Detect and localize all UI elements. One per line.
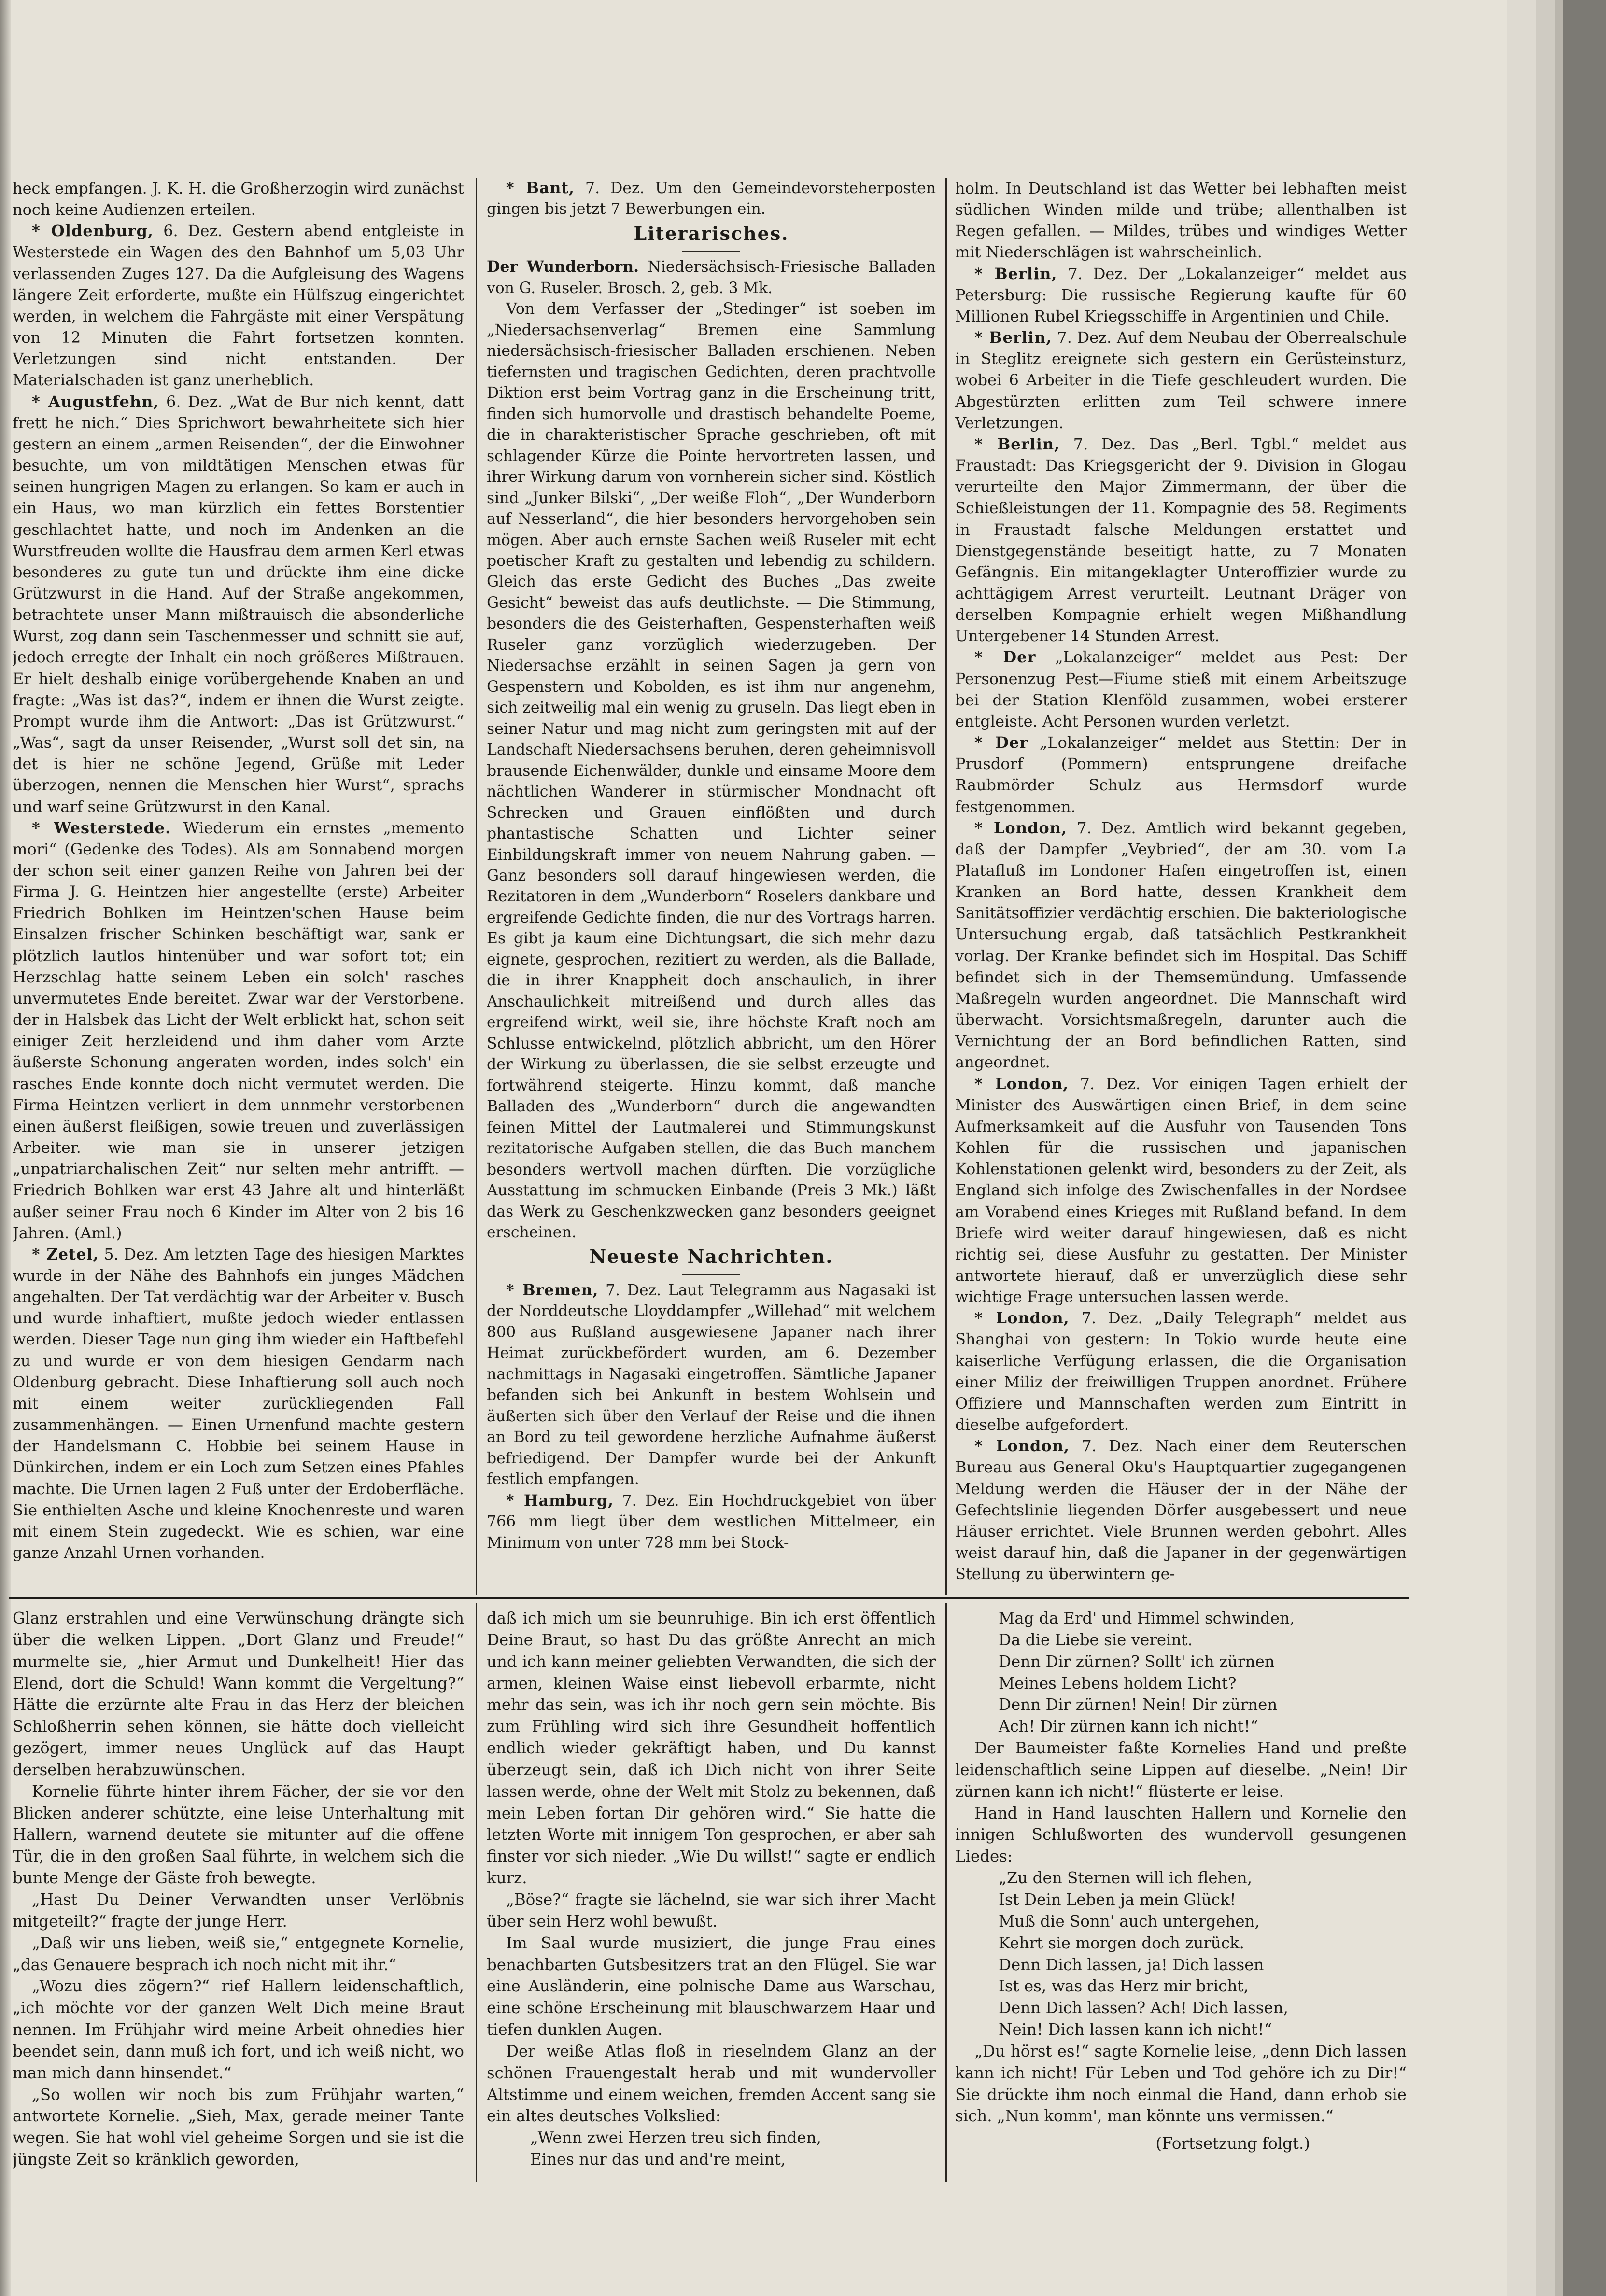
heading-rule bbox=[682, 251, 740, 252]
page-edge bbox=[1555, 0, 1563, 2296]
article-paragraph bbox=[487, 1608, 936, 1889]
paragraph-text: Im Saal wurde musiziert, die junge Frau eines benachbarten Gutsbesitzers trat an den Flügel. Sie war eine Ausländerin, eine polnische Dame aus Warschau, eine schöne Erscheinung mit blauschwarzem Haar und tiefen dunklen Augen. bbox=[487, 1933, 936, 2039]
verse-line: Da die Liebe sie vereint. bbox=[999, 1630, 1193, 1649]
paragraph-text: Niedersächsisch-Friesische Balladen von G. Ruseler. Brosch. 2, geb. 3 Mk. bbox=[487, 258, 936, 297]
paragraph-text: Von dem Verfasser der „Stedinger“ ist soeben im „Niedersachsenverlag“ Bremen eine Sammlung niedersächsisch-friesischer Balladen erschienen. Neben tiefernsten und tragischen Gedichten, deren prachtvolle Diktion erst beim Vortrag ganz in die Erscheinung tritt, finden sich humorvolle und drastisch behandelte Poeme, die in charakteristischer Sprache geschrieben, oft mit schlagender Kürze die Pointe hervortreten lassen, und ihrer Wirkung darum von vornherein sicher sind. Köstlich sind „Junker Bilski“, „Der weiße Floh“, „Der Wunderborn auf Nesserland“, die hier besonders hervorgehoben sein mögen. Aber auch ernste Sachen weiß Ruseler mit echt poetischer Kraft zu gestalten und lebendig zu schildern. Gleich das erste Gedicht des Buches „Das zweite Gesicht“ beweist das aufs deutlichste. — Die Stimmung, besonders die des Geisterhaften, Gespensterhaften weiß Ruseler ganz vorzüglich wiederzugeben. Der Niedersachse erzählt in seinen Sagen ja gern von Gespenstern und Kobolden, es ist ihm nur angenehm, sich zeitweilig mal ein wenig zu gruseln. Das liegt eben in seiner Natur und mag nicht zum geringsten mit auf der Landschaft Niedersachsens beruhen, deren geheimnisvoll brausende Eichenwälder, dunkle und einsame Moore dem nächtlichen Wanderer in stürmischer Mondnacht oft Schrecken und Grauen einflößten und durch phantastische Schatten und Lichter seiner Einbildungskraft immer von neuem Nahrung gaben. — Ganz besonders soll darauf hingewiesen werden, die Rezitatoren in dem „Wunderborn“ Roselers dankbare und ergreifende Gedichte finden, die nur des Vortrags harren. Es gibt ja kaum eine Dichtungsart, die sich mehr dazu eignete, gesprochen, rezitiert zu werden, als die Ballade, die in ihrer Knappheit doch anschaulich, in ihrer Anschaulichkeit mitreißend und durch alles das ergreifend wirkt, weil sie, ihre höchste Kraft noch am Schlusse entwickelnd, plötzlich abbricht, um den Hörer der Wirkung zu überlassen, die sie selbst erzeugte und fortwährend steigerte. Hinzu kommt, daß manche Balladen des „Wunderborn“ durch die angewandten feinen Mittel der Lautmalerei und Stimmungskunst rezitatorische Aufgaben stellen, die das Buch manchem besonders wertvoll machen dürften. Die vorzügliche Ausstattung im schmucken Einbande (Preis 3 Mk.) läßt das Werk zu Geschenkzwecken ganz besonders geeignet erscheinen. bbox=[487, 300, 936, 1241]
section-heading: Literarisches. bbox=[634, 222, 789, 244]
verse-line: Ist es, was das Herz mir bricht, bbox=[999, 1977, 1249, 1996]
verse-line: Mag da Erd' und Himmel schwinden, bbox=[999, 1609, 1295, 1627]
page-edge bbox=[1536, 0, 1555, 2296]
paragraph-text: 7. Dez. Auf dem Neubau der Oberrealschule in Steglitz ereignete sich gestern ein Gerüsteinsturz, wobei 6 Arbeiter in die Tiefe geschleudert wurden. Die Abgestürzten erlitten zum Teil schwere innere Verletzungen. bbox=[955, 328, 1407, 432]
article-paragraph bbox=[13, 220, 464, 391]
article-paragraph bbox=[487, 1490, 936, 1554]
paragraph-text: „Böse?“ fragte sie lächelnd, sie war sich ihrer Macht über sein Herz wohl bewußt. bbox=[487, 1890, 936, 1931]
article-paragraph bbox=[13, 178, 464, 220]
dateline: * Berlin, bbox=[974, 434, 1060, 453]
paragraph-text: „Lokalanzeiger“ meldet aus Pest: Der Personenzug Pest—Fiume stieß mit einem Arbeitszuge bei der Station Klenföld zusammen, wobei ersterer entgleiste. Acht Personen wurden verletzt. bbox=[955, 648, 1407, 730]
paragraph-text: „Lokalanzeiger“ meldet aus Stettin: Der in Prusdorf (Pommern) entsprungene dreifache Raubmörder Schulz aus Hermsdorf wurde festgenommen. bbox=[955, 733, 1407, 816]
dateline: * Bremen, bbox=[506, 1281, 599, 1299]
verse-line: Denn Dir zürnen? Sollt' ich zürnen bbox=[999, 1652, 1275, 1671]
column-divider bbox=[945, 178, 947, 1595]
article-paragraph bbox=[13, 1932, 464, 1976]
paragraph-text: Kornelie führte hinter ihrem Fächer, der sie vor den Blicken anderer schützte, eine leise Unterhaltung mit Hallern, warnend deutete sie mitunter auf die offene Tür, die in den großen Saal führte, in welchem sich die bunte Menge der Gäste froh bewegte. bbox=[13, 1782, 464, 1888]
paragraph-text: „Daß wir uns lieben, weiß sie,“ entgegnete Kornelie, „das Genauere besprach ich noch nicht mit ihr.“ bbox=[13, 1933, 464, 1974]
paragraph-text: 7. Dez. Der „Lokalanzeiger“ meldet aus Petersburg: Die russische Regierung kaufte für 60 Millionen Rubel Kriegsschiffe in Argentinien und Chile. bbox=[955, 264, 1407, 325]
article-paragraph bbox=[955, 1803, 1407, 1868]
verse-line: Denn Dich lassen? Ach! Dich lassen, bbox=[999, 1999, 1288, 2017]
dateline: * Zetel, bbox=[32, 1245, 99, 1263]
paragraph-text: „Hast Du Deiner Verwandten unser Verlöbnis mitgeteilt?“ fragte der junge Herr. bbox=[13, 1890, 464, 1931]
paragraph-text: Glanz erstrahlen und eine Verwünschung drängte sich über die welken Lippen. „Dort Glanz und Freude!“ murmelte sie, „hier Armut und Dunkelheit! Hier das Elend, dort die Schuld! Wann kommt die Vergeltung?“ Hätte die erzürnte alte Frau in das Herz der bleichen Schloßherrin sehen können, sie hätte doch vielleicht gezögert, immer neues Unglück auf das Haupt derselben herabzuwünschen. bbox=[13, 1609, 464, 1779]
dateline: * Berlin, bbox=[974, 264, 1057, 283]
dateline: * London, bbox=[974, 1074, 1069, 1093]
article-paragraph bbox=[13, 1244, 464, 1563]
heading-rule bbox=[682, 1274, 740, 1275]
paragraph-text: Der weiße Atlas floß in rieselndem Glanz an der schönen Frauengestalt herab und mit wundervoller Altstimme und einem weichen, fremden Accent sang sie ein altes deutsches Volkslied: bbox=[487, 2042, 936, 2126]
article-paragraph bbox=[955, 1307, 1407, 1435]
continuation-note: (Fortsetzung folgt.) bbox=[1155, 2134, 1310, 2153]
verse-line: Denn Dir zürnen! Nein! Dir zürnen bbox=[999, 1695, 1278, 1714]
verse-line: Muß die Sonn' auch untergehen, bbox=[999, 1912, 1260, 1931]
news-column-3 bbox=[955, 178, 1407, 1587]
article-paragraph bbox=[13, 1608, 464, 1781]
serial-column-2 bbox=[487, 1608, 936, 2180]
paragraph-text: Wiederum ein ernstes „memento mori“ (Gedenke des Todes). Als am Sonnabend morgen der schon seit einer ganzen Reihe von Jahren bei der Firma J. G. Heintzen hier angestellte (erste) Arbeiter Friedrich Bohlken im Heintzen'schen Hause beim Einsalzen frischer Schinken beschäftigt war, sank er plötzlich lautlos hintenüber und war sofort tot; ein Herzschlag hatte seinem Leben ein solch' rasches unvermutetes Ende bereitet. Zwar war der Verstorbene. der in Halsbek das Licht der Welt erblickt hat, schon seit einiger Zeit herzleidend und ihm daher vom Arzte äußerste Schonung angeraten worden, indes solch' ein rasches Ende konnte doch nicht vermutet werden. Die Firma Heintzen verliert in dem unnmehr verstorbenen einen äußerst fleißigen, sowie treuen und zuverlässigen Arbeiter. wie man sie in unserer jetzigen „unpatriarchalischen Zeit“ nur selten mehr antrifft. — Friedrich Bohlken war erst 43 Jahre alt und hinterläßt außer seiner Frau noch 6 Kinder im Alter von 2 bis 16 Jahren. (Aml.) bbox=[13, 818, 464, 1242]
paragraph-text: daß ich mich um sie beunruhige. Bin ich erst öffentlich Deine Braut, so hast Du das größte Anrecht an mich und ich kann meiner geliebten Verwandten, die sich der armen, kleinen Waise einst liebevoll erbarmte, nicht mehr das sein, was ich ihr noch gern sein möchte. Bis zum Frühling wird sich ihre Gesundheit hoffentlich endlich wieder gekräftigt haben, und Du kannst überzeugt sein, daß ich Dich nicht von ihrer Seite lassen werde, ohne der Welt mit Stolz zu bekennen, daß mein Leben fortan Dir gehören wird.“ Sie hatte die letzten Worte mit innigem Ton gesprochen, er aber sah finster vor sich nieder. „Wie Du willst!“ sagte er endlich kurz. bbox=[487, 1609, 936, 1888]
article-paragraph bbox=[487, 256, 936, 299]
dateline: * London, bbox=[974, 1309, 1070, 1328]
paragraph-text: holm. In Deutschland ist das Wetter bei lebhaften meist südlichen Winden milde und trübe; allenthalben ist Regen gefallen. — Mildes, trübes und windiges Wetter mit Niederschlägen ist wahrscheinlich. bbox=[955, 179, 1407, 262]
verse-line: Ach! Dir zürnen kann ich nicht!“ bbox=[999, 1717, 1258, 1736]
article-paragraph bbox=[487, 2041, 936, 2127]
verse-line: Nein! Dich lassen kann ich nicht!“ bbox=[999, 2020, 1272, 2039]
verse-line: Meines Lebens holdem Licht? bbox=[999, 1674, 1237, 1693]
paragraph-text: Hand in Hand lauschten Hallern und Kornelie den innigen Schlußworten des wundervoll gesungenen Liedes: bbox=[955, 1804, 1407, 1866]
article-paragraph bbox=[487, 178, 936, 220]
verse-line: „Wenn zwei Herzen treu sich finden, bbox=[530, 2128, 822, 2147]
article-paragraph bbox=[487, 1932, 936, 2041]
dateline: * Oldenburg, bbox=[32, 222, 154, 240]
article-paragraph bbox=[13, 817, 464, 1244]
article-paragraph bbox=[955, 327, 1407, 434]
paragraph-text: 7. Dez. Nach einer dem Reuterschen Bureau aus General Oku's Hauptquartier zugegangenen Meldung werden die Häuser der in der Nähe der Gefechtslinie liegenden Dörfer ausgebessert und neue Häuser errichtet. Viele Brunnen werden gebohrt. Alles weist darauf hin, daß die Japaner in der gegenwärtigen Stellung zu überwintern ge- bbox=[955, 1437, 1407, 1583]
paragraph-text: 7. Dez. Vor einigen Tagen erhielt der Minister des Auswärtigen einen Brief, in dem seine Aufmerksamkeit auf die Ausfuhr von Tausenden Tons Kohlen für die russischen und japanischen Kohlenstationen gelenkt wird, besonders zu der Zeit, als England sich infolge des Zwischenfalles in der Nordsee am Vorabend eines Krieges mit Rußland befand. In dem Briefe wird weiter darauf hingewiesen, daß es nicht richtig sei, diese Ausfuhr zu gestatten. Der Minister antwortete hierauf, daß er unverzüglich diese sehr wichtige Frage untersuchen lassen werde. bbox=[955, 1074, 1407, 1306]
paragraph-text: 5. Dez. Am letzten Tage des hiesigen Marktes wurde in der Nähe des Bahnhofs ein junges Mädchen angehalten. Der Tat verdächtig war der Arbeiter v. Busch und wurde inhaftiert, mußte jedoch wieder entlassen werden. Dieser Tage nun ging ihm wieder ein Haftbefehl zu und wurde er von dem hiesigen Gendarm nach Oldenburg gebracht. Diese Inhaftierung soll auch noch mit einem weiter zurückliegenden Fall zusammenhängen. — Einen Urnenfund machte gestern der Handelsmann C. Hobbie bei seinem Hause in Dünkirchen, indem er ein Loch zum Setzen eines Pfahles machte. Die Urnen lagen 2 Fuß unter der Erdoberfläche. Sie enthielten Asche und kleine Knochenreste und waren mit einem Stein zugedeckt. Wie es schien, war eine ganze Anzahl Urnen vorhanden. bbox=[13, 1245, 464, 1562]
article-paragraph bbox=[955, 178, 1407, 263]
paragraph-text: 7. Dez. Ein Hochdruckgebiet von über 766 mm liegt über dem westlichen Mittelmeer, ein Minimum von unter 728 mm bei Stock- bbox=[487, 1492, 936, 1552]
feuilleton-separator-rule bbox=[9, 1597, 1409, 1599]
paragraph-text: 7. Dez. Amtlich wird bekannt gegeben, daß der Dampfer „Veybried“, der am 30. vom La Platafluß im Londoner Hafen eingetroffen ist, einen Kranken an Bord hatte, dessen Krankheit dem Sanitätsoffizier verdächtig erschien. Die bakteriologische Untersuchung ergab, daß tatsächlich Pestkrankheit vorlag. Der Kranke befindet sich im Hospital. Das Schiff befindet sich in der Themsemündung. Umfassende Maßregeln wurden angeordnet. Die Mannschaft wird überwacht. Vorsichtsmaßregeln, darunter auch die Vernichtung der an Bord befindlichen Ratten, sind angeordnet. bbox=[955, 818, 1407, 1072]
article-paragraph bbox=[487, 299, 936, 1243]
verse-line: Kehrt sie morgen doch zurück. bbox=[999, 1933, 1244, 1952]
news-column-2 bbox=[487, 178, 936, 1587]
dateline: * London, bbox=[974, 818, 1068, 837]
dateline: * London, bbox=[974, 1437, 1070, 1456]
article-paragraph bbox=[955, 434, 1407, 647]
article-paragraph bbox=[955, 1737, 1407, 1803]
paragraph-text: Der Baumeister faßte Kornelies Hand und preßte leidenschaftlich seine Lippen auf dieselbe. „Nein! Dir zürnen kann ich nicht!“ flüsterte er leise. bbox=[955, 1739, 1407, 1801]
verse-line: Eines nur das und and're meint, bbox=[530, 2150, 786, 2169]
paragraph-text: 7. Dez. Um den Gemeindevorsteherposten gingen bis jetzt 7 Bewerbungen ein. bbox=[487, 180, 936, 218]
article-paragraph bbox=[955, 263, 1407, 327]
dateline: * Der bbox=[974, 648, 1036, 667]
serial-column-3 bbox=[955, 1608, 1407, 2180]
paragraph-text: 7. Dez. Das „Berl. Tgbl.“ meldet aus Fraustadt: Das Kriegsgericht der 9. Division in Glogau verurteilte den Major Zimmermann, der über die Schießleistungen der 11. Kompagnie des 58. Regiments in Fraustadt falsche Meldungen erstattet und Dienstgegenstände beseitigt hatte, zu 7 Monaten Gefängnis. Ein mitangeklagter Unteroffizier wurde zu achttägigem Arrest verurteilt. Leutnant Dräger von derselben Kompagnie erhielt wegen Mißhandlung Untergebener 14 Stunden Arrest. bbox=[955, 434, 1407, 645]
verse-line: Ist Dein Leben ja mein Glück! bbox=[999, 1890, 1236, 1909]
dateline: * Hamburg, bbox=[506, 1491, 614, 1510]
article-paragraph bbox=[955, 1435, 1407, 1584]
dateline: * Westerstede. bbox=[32, 818, 171, 837]
article-paragraph bbox=[13, 2084, 464, 2170]
article-paragraph bbox=[13, 1781, 464, 1889]
paragraph-text: 7. Dez. Laut Telegramm aus Nagasaki ist der Norddeutsche Lloyddampfer „Willehad“ mit welchem 800 aus Rußland ausgewiesene Japaner nach ihrer Heimat zurückbefördert wurden, am 6. Dezember nachmittags in Nagasaki eingetroffen. Sämtliche Japaner befanden sich bei Ankunft in bestem Wohlsein und äußerten sich über den Verlauf der Reise und die ihnen an Bord zu teil gewordene herzliche Aufnahme äußerst befriedigend. Der Dampfer wurde bei der Ankunft festlich empfangen. bbox=[487, 1281, 936, 1488]
article-paragraph bbox=[955, 732, 1407, 817]
page-binding bbox=[0, 0, 11, 2296]
paragraph-text: „Du hörst es!“ sagte Kornelie leise, „denn Dich lassen kann ich nicht! Für Leben und Tod gehöre ich zu Dir!“ Sie drückte ihm noch einmal die Hand, dann erhob sie sich. „Nun komm', man könnte uns vermissen.“ bbox=[955, 2042, 1407, 2126]
news-column-1 bbox=[13, 178, 464, 1587]
serial-column-1 bbox=[13, 1608, 464, 2180]
paragraph-text: 7. Dez. „Daily Telegraph“ meldet aus Shanghai von gestern: In Tokio wurde heute eine kaiserliche Verfügung erlassen, die die Organisation einer Miliz der freiwilligen Truppen anordnet. Frühere Offiziere und Mannschaften werden zum Eintritt in dieselbe aufgefordert. bbox=[955, 1309, 1407, 1434]
paragraph-text: „Wozu dies zögern?“ rief Hallern leidenschaftlich, „ich möchte vor der ganzen Welt Dich meine Braut nennen. Im Frühjahr wird meine Arbeit ohnedies hier beendet sein, dann muß ich fort, und ich weiß nicht, wo man mich dann hinsendet.“ bbox=[13, 1977, 464, 2082]
paragraph-text: „So wollen wir noch bis zum Frühjahr warten,“ antwortete Kornelie. „Sieh, Max, gerade meiner Tante wegen. Sie hat wohl viel geheime Sorgen und sie ist die jüngste Zeit so kränklich geworden, bbox=[13, 2085, 464, 2169]
page-edge bbox=[1507, 0, 1536, 2296]
verse-line: Denn Dich lassen, ja! Dich lassen bbox=[999, 1955, 1264, 1974]
column-divider bbox=[476, 1603, 477, 2182]
verse-line: „Zu den Sternen will ich flehen, bbox=[999, 1869, 1253, 1888]
dateline: * Der bbox=[974, 733, 1028, 752]
dateline: * Bant, bbox=[506, 179, 575, 197]
section-heading: Neueste Nachrichten. bbox=[589, 1246, 833, 1268]
article-paragraph bbox=[955, 1073, 1407, 1308]
column-divider bbox=[476, 178, 477, 1595]
article-paragraph bbox=[955, 2041, 1407, 2127]
paragraph-text: 6. Dez. Gestern abend entgleiste in Westerstede ein Wagen des den Bahnhof um 5,03 Uhr verlassenden Zuges 127. Da die Aufgleisung des Wagens längere Zeit erforderte, mußte ein Hülfszug eingerichtet werden, in welchem die Fahrgäste mit einer Verspätung von 12 Minuten die Fahrt fortsetzen konnten. Verletzungen sind nicht entstanden. Der Materialschaden ist ganz unerheblich. bbox=[13, 222, 464, 390]
dateline: * Augustfehn, bbox=[32, 392, 159, 411]
paragraph-text: 6. Dez. „Wat de Bur nich kennt, datt frett he nich.“ Dies Sprichwort bewahrheitete sich hier gestern an einem „armen Reisenden“, der die Einwohner besuchte, um von mildtätigen Menschen etwas für seinen hungrigen Magen zu erlangen. So kam er auch in ein Haus, wo man kürzlich ein fettes Borstentier geschlachtet hatte, und noch im Andenken an die Wurstfreuden wollte die Hausfrau dem armen Kerl etwas besonderes zu gute tun und drückte ihm eine dicke Grützwurst in die Hand. Auf der Straße angekommen, betrachtete unser Mann mißtrauisch die absonderliche Wurst, zog dann sein Taschenmesser und schnitt sie auf, jedoch erregte der Inhalt ein noch größeres Mißtrauen. Er hielt deshalb einige vorübergehende Knaben an und fragte: „Was ist das?“, indem er ihnen die Wurst zeigte. Prompt wurde ihm die Antwort: „Das ist Grützwurst.“ „Was“, sagt da unser Reisender, „Wurst soll det sin, na det is hier ne schöne Jegend, Grüße mit Leder überzogen, nennen die Menschen hier Wurst“, sprachs und warf seine Grützwurst in den Kanal. bbox=[13, 392, 464, 816]
article-paragraph bbox=[13, 1889, 464, 1932]
article-paragraph bbox=[955, 646, 1407, 732]
article-paragraph bbox=[487, 1280, 936, 1490]
book-title: Der Wunderborn. bbox=[487, 258, 639, 276]
dateline: * Berlin, bbox=[974, 328, 1052, 347]
article-paragraph bbox=[955, 817, 1407, 1073]
article-paragraph bbox=[13, 1975, 464, 2084]
column-divider bbox=[945, 1603, 947, 2182]
paragraph-text: heck empfangen. J. K. H. die Großherzogin wird zunächst noch keine Audienzen erteilen. bbox=[13, 179, 464, 219]
article-paragraph bbox=[487, 1889, 936, 1932]
article-paragraph bbox=[13, 391, 464, 817]
